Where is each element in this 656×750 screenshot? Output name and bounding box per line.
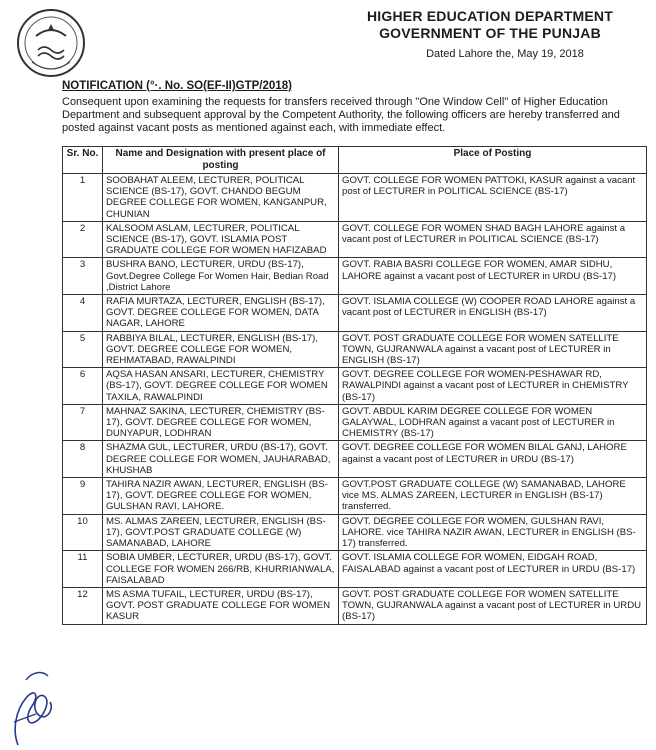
sr-no-cell: 11 [63,551,103,588]
place-cell: GOVT. DEGREE COLLEGE FOR WOMEN-PESHAWAR RD, RAWALPINDI against a vacant post of LECTURER in CHEMISTRY (BS-17) [339,368,647,405]
punjab-emblem-icon [14,6,88,80]
name-cell: BUSHRA BANO, LECTURER, URDU (BS-17), Govt.Degree College For Women Hair, Bedian Road ,District Lahore [103,258,339,295]
place-cell: GOVT. DEGREE COLLEGE FOR WOMEN BILAL GANJ, LAHORE against a vacant post of LECTURER in URDU (BS-17) [339,441,647,478]
place-cell: GOVT. RABIA BASRI COLLEGE FOR WOMEN, AMAR SIDHU, LAHORE against a vacant post of LECTURER in URDU (BS-17) [339,258,647,295]
place-cell: GOVT. POST GRADUATE COLLEGE FOR WOMEN SATELLITE TOWN, GUJRANWALA against a vacant post of LECTURER in ENGLISH (BS-17) [339,331,647,368]
table-header-row [63,147,647,174]
notification-body: Consequent upon examining the requests for transfers received through "One Window Cell" of Higher Education Department and subsequent approval by the Competent Authority, the following officers are hereby transferred and posted against vacant posts as mentioned against each, with immediate effect. [62,96,620,135]
table-row [63,331,647,368]
place-cell: GOVT. COLLEGE FOR WOMEN SHAD BAGH LAHORE against a vacant post of LECTURER in POLITICAL SCIENCE (BS-17) [339,221,647,258]
name-cell: MAHNAZ SAKINA, LECTURER, CHEMISTRY (BS-17), GOVT. DEGREE COLLEGE FOR WOMEN, DUNYAPUR, LODHRAN [103,404,339,441]
name-cell: MS. ALMAS ZAREEN, LECTURER, ENGLISH (BS-17), GOVT.POST GRADUATE COLLEGE (W) SAMANABAD, LAHORE [103,514,339,551]
table-row [63,258,647,295]
place-cell: GOVT. DEGREE COLLEGE FOR WOMEN, GULSHAN RAVI, LAHORE. vice TAHIRA NAZIR AWAN, LECTURER in ENGLISH (BS-17) transferred. [339,514,647,551]
table-row [63,295,647,332]
sr-no-cell: 4 [63,295,103,332]
handwritten-signature-icon [6,650,66,750]
header-sr-no: Sr. No. [63,147,103,174]
name-cell: SOBIA UMBER, LECTURER, URDU (BS-17), GOVT. COLLEGE FOR WOMEN 266/RB, KHURRIANWALA, FAISALABAD [103,551,339,588]
place-cell: GOVT. COLLEGE FOR WOMEN PATTOKI, KASUR against a vacant post of LECTURER in POLITICAL SCIENCE (BS-17) [339,174,647,222]
table-row [63,404,647,441]
name-cell: MS ASMA TUFAIL, LECTURER, URDU (BS-17), GOVT. POST GRADUATE COLLEGE FOR WOMEN KASUR [103,587,339,624]
header-place-of-posting: Place of Posting [339,147,647,174]
place-cell: GOVT. ISLAMIA COLLEGE (W) COOPER ROAD LAHORE against a vacant post of LECTURER in ENGLISH (BS-17) [339,295,647,332]
name-cell: RABBIYA BILAL, LECTURER, ENGLISH (BS-17), GOVT. DEGREE COLLEGE FOR WOMEN, REHMATABAD, RAWALPINDI [103,331,339,368]
sr-no-cell: 10 [63,514,103,551]
sr-no-cell: 1 [63,174,103,222]
name-cell: RAFIA MURTAZA, LECTURER, ENGLISH (BS-17), GOVT. DEGREE COLLEGE FOR WOMEN, DATA NAGAR, LAHORE [103,295,339,332]
sr-no-cell: 3 [63,258,103,295]
table-row [63,478,647,515]
name-cell: AQSA HASAN ANSARI, LECTURER, CHEMISTRY (BS-17), GOVT. DEGREE COLLEGE FOR WOMEN TAXILA, RAWALPINDI [103,368,339,405]
sr-no-cell: 12 [63,587,103,624]
place-cell: GOVT.POST GRADUATE COLLEGE (W) SAMANABAD, LAHORE vice MS. ALMAS ZAREEN, LECTURER in ENGLISH (BS-17) transferred. [339,478,647,515]
government-title: GOVERNMENT OF THE PUNJAB [379,25,601,41]
letterhead [340,8,640,60]
table-row [63,368,647,405]
sr-no-cell: 9 [63,478,103,515]
name-cell: SHAZMA GUL, LECTURER, URDU (BS-17), GOVT. DEGREE COLLEGE FOR WOMEN, JAUHARABAD, KHUSHAB [103,441,339,478]
sr-no-cell: 5 [63,331,103,368]
table-row [63,551,647,588]
notification-heading: NOTIFICATION (°·. No. SO(EF-II)GTP/2018) [62,80,292,92]
name-cell: KALSOOM ASLAM, LECTURER, POLITICAL SCIENCE (BS-17), GOVT. ISLAMIA POST GRADUATE COLLEGE FOR WOMEN HAFIZABAD [103,221,339,258]
table-row [63,587,647,624]
department-title: HIGHER EDUCATION DEPARTMENT [367,8,613,24]
header-name-designation: Name and Designation with present place of posting [103,147,339,174]
name-cell: SOOBAHAT ALEEM, LECTURER, POLITICAL SCIENCE (BS-17), GOVT. CHANDO BEGUM DEGREE COLLEGE FOR WOMEN, KANGANPUR, CHUNIAN [103,174,339,222]
place-cell: GOVT. ABDUL KARIM DEGREE COLLEGE FOR WOMEN GALAYWAL, LODHRAN against a vacant post of LECTURER in CHEMISTRY (BS-17) [339,404,647,441]
table-row [63,514,647,551]
sr-no-cell: 2 [63,221,103,258]
place-cell: GOVT. ISLAMIA COLLEGE FOR WOMEN, EIDGAH ROAD, FAISALABAD against a vacant post of LECTURER in URDU (BS-17) [339,551,647,588]
sr-no-cell: 6 [63,368,103,405]
sr-no-cell: 8 [63,441,103,478]
table-row [63,441,647,478]
name-cell: TAHIRA NAZIR AWAN, LECTURER, ENGLISH (BS-17), GOVT. DEGREE COLLEGE FOR WOMEN, GULSHAN RAVI, LAHORE. [103,478,339,515]
dated-line: Dated Lahore the, May 19, 2018 [426,48,584,60]
place-cell: GOVT. POST GRADUATE COLLEGE FOR WOMEN SATELLITE TOWN, GUJRANWALA against a vacant post of LECTURER in URDU (BS-17) [339,587,647,624]
table-row [63,221,647,258]
transfer-table [62,146,647,625]
table-row [63,174,647,222]
sr-no-cell: 7 [63,404,103,441]
